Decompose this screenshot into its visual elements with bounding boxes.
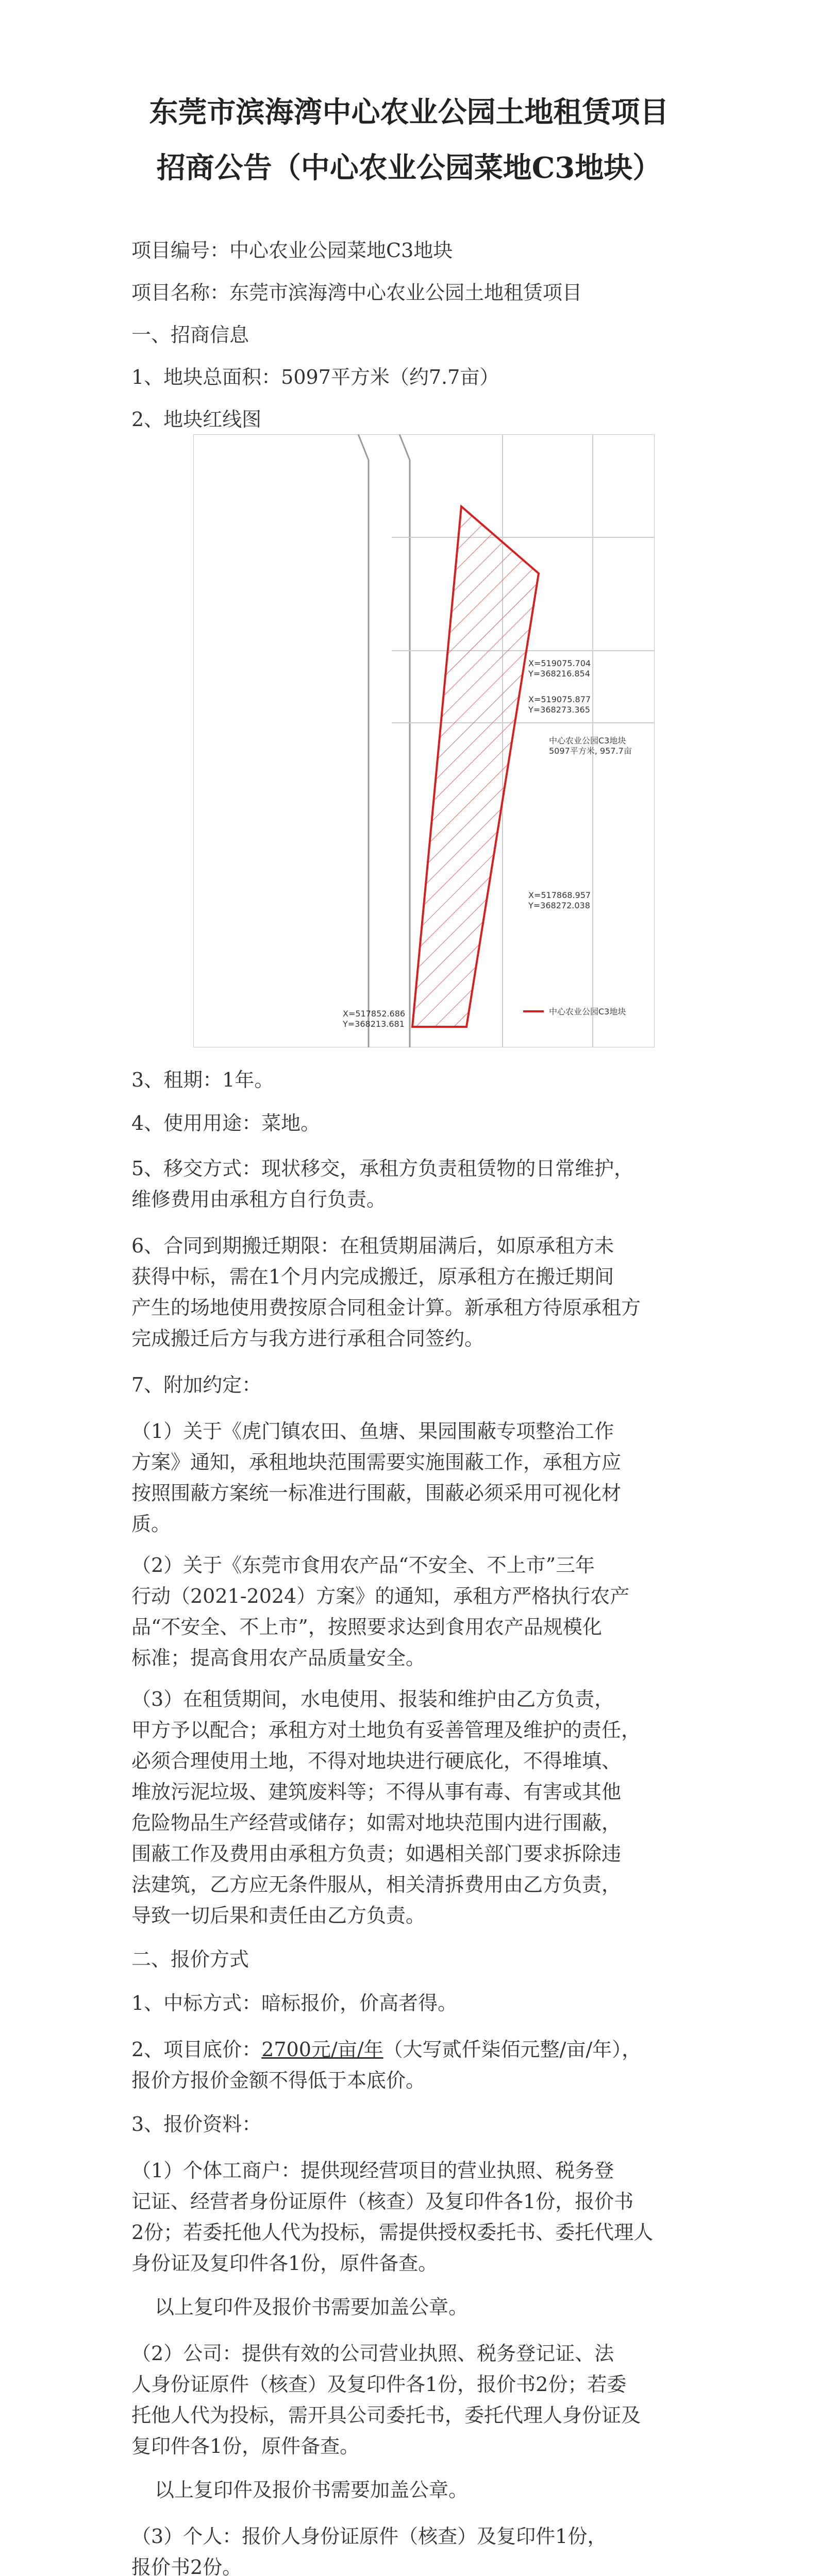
corner-2-y: Y=368273.365	[528, 705, 590, 715]
doc-1-line-2: 记证、经营者身份证原件（核查）及复印件各1份，报价书	[131, 2190, 634, 2213]
project-number: 项目编号：中心农业公园菜地C3地块	[131, 239, 453, 262]
term-1-line-3: 按照围蔽方案统一标准进行围蔽，围蔽必须采用可视化材	[131, 1482, 622, 1504]
legend-label: 中心农业公园C3地块	[549, 1007, 626, 1016]
section-heading-1: 一、招商信息	[131, 324, 249, 346]
doc-2-note: 以上复印件及报价书需要加盖公章。	[155, 2479, 469, 2501]
term-1-line-4: 质。	[131, 1513, 171, 1535]
term-1-line-2: 方案》通知，承租地块范围需要实施围蔽工作，承租方应	[131, 1451, 622, 1473]
relocation-line-1: 6、合同到期搬迁期限：在租赁期届满后，如原承租方未	[131, 1234, 614, 1257]
term-2-line-4: 标准；提高食用农产品质量安全。	[131, 1647, 426, 1669]
term-2-line-1: （2）关于《东莞市食用农产品“不安全、不上市”三年	[131, 1554, 595, 1577]
doc-2-line-1: （2）公司：提供有效的公司营业执照、税务登记证、法	[131, 2342, 614, 2365]
plot-label: 中心农业公园C3地块	[549, 736, 626, 745]
doc-1-note: 以上复印件及报价书需要加盖公章。	[155, 2296, 469, 2318]
doc-1-line-3: 2份；若委托他人代为投标，需提供授权委托书、委托代理人	[131, 2221, 654, 2244]
term-3-line-1: （3）在租赁期间，水电使用、报装和维护由乙方负责，	[131, 1688, 614, 1710]
term-3-line-4: 堆放污泥垃圾、建筑废料等；不得从事有毒、有害或其他	[131, 1781, 622, 1803]
doc-3-line-2: 报价书2份。	[131, 2556, 242, 2576]
term-3-line-2: 甲方予以配合；承租方对土地负有妥善管理及维护的责任，	[131, 1719, 641, 1741]
bid-documents-heading: 3、报价资料：	[131, 2113, 262, 2136]
corner-1-y: Y=368216.854	[528, 669, 590, 679]
term-3-line-6: 围蔽工作及费用由承租方负责；如遇相关部门要求拆除违	[131, 1842, 622, 1865]
base-price-line-2: 报价方报价金额不得低于本底价。	[131, 2069, 426, 2092]
term-3-line-3: 必须合理使用土地，不得对地块进行硬底化，不得堆填、	[131, 1750, 622, 1772]
extra-terms-heading: 7、附加约定：	[131, 1374, 262, 1396]
corner-1-x: X=519075.704	[528, 658, 591, 668]
term-2-line-2: 行动（2021-2024）方案》的通知，承租方严格执行农产	[131, 1585, 630, 1607]
relocation-line-2: 获得中标，需在1个月内完成搬迁，原承租方在搬迁期间	[131, 1265, 614, 1288]
corner-4-x: X=517852.686	[343, 1009, 406, 1019]
base-price-line-1	[131, 2035, 641, 2064]
corner-3-x: X=517868.957	[528, 890, 591, 900]
plot-area-label: 5097平方米, 957.7亩	[549, 746, 632, 756]
relocation-line-3: 产生的场地使用费按原合同租金计算。新承租方待原承租方	[131, 1296, 641, 1319]
term-3-line-8: 导致一切后果和责任由乙方负责。	[131, 1904, 426, 1927]
project-name: 项目名称：东莞市滨海湾中心农业公园土地租赁项目	[131, 281, 582, 304]
doc-2-line-3: 托他人代为投标，需开具公司委托书，委托代理人身份证及	[131, 2404, 641, 2427]
title-line-2: 招商公告（中心农业公园菜地C3地块）	[156, 151, 662, 185]
doc-2-line-2: 人身份证原件（核查）及复印件各1份，报价书2份；若委	[131, 2373, 627, 2396]
corner-2-x: X=519075.877	[528, 694, 591, 704]
term-1-line-1: （1）关于《虎门镇农田、鱼塘、果园围蔽专项整治工作	[131, 1420, 614, 1443]
doc-1-line-1: （1）个体工商户：提供现经营项目的营业执照、税务登	[131, 2159, 614, 2182]
title-line-1: 东莞市滨海湾中心农业公园土地租赁项目	[149, 95, 669, 129]
term-3-line-5: 危险物品生产经营或储存；如需对地块范围内进行围蔽，	[131, 1811, 622, 1834]
relocation-line-4: 完成搬迁后方与我方进行承租合同签约。	[131, 1327, 485, 1350]
base-price-words: （大写贰仟柒佰元整/亩/年），	[383, 2038, 642, 2061]
plot-map-heading: 2、地块红线图	[131, 408, 262, 431]
term-2-line-3: 品“不安全、不上市”，按照要求达到食用农产品规模化	[131, 1616, 602, 1638]
corner-4-y: Y=368213.681	[343, 1019, 405, 1029]
section-heading-2: 二、报价方式	[131, 1948, 249, 1971]
bid-method: 1、中标方式：暗标报价，价高者得。	[131, 1992, 458, 2014]
handover-line-2: 维修费用由承租方自行负责。	[131, 1188, 387, 1211]
lease-term: 3、租期：1年。	[131, 1069, 274, 1091]
corner-3-y: Y=368272.038	[528, 901, 590, 910]
land-use: 4、使用用途：菜地。	[131, 1112, 321, 1134]
term-3-line-7: 法建筑，乙方应无条件服从，相关清拆费用由乙方负责，	[131, 1873, 622, 1896]
doc-2-line-4: 复印件各1份，原件备查。	[131, 2435, 360, 2458]
plot-area: 1、地块总面积：5097平方米（约7.7亩）	[131, 366, 499, 388]
doc-3-line-1: （3）个人：报价人身份证原件（核查）及复印件1份，	[131, 2525, 607, 2548]
handover-line-1: 5、移交方式：现状移交，承租方负责租赁物的日常维护，	[131, 1157, 634, 1180]
base-price-value: 2700元/亩/年	[261, 2038, 383, 2061]
base-price-label: 2、项目底价：	[131, 2038, 262, 2061]
plot-redline-map	[193, 434, 655, 1047]
doc-1-line-4: 身份证及复印件各1份，原件备查。	[131, 2252, 438, 2275]
